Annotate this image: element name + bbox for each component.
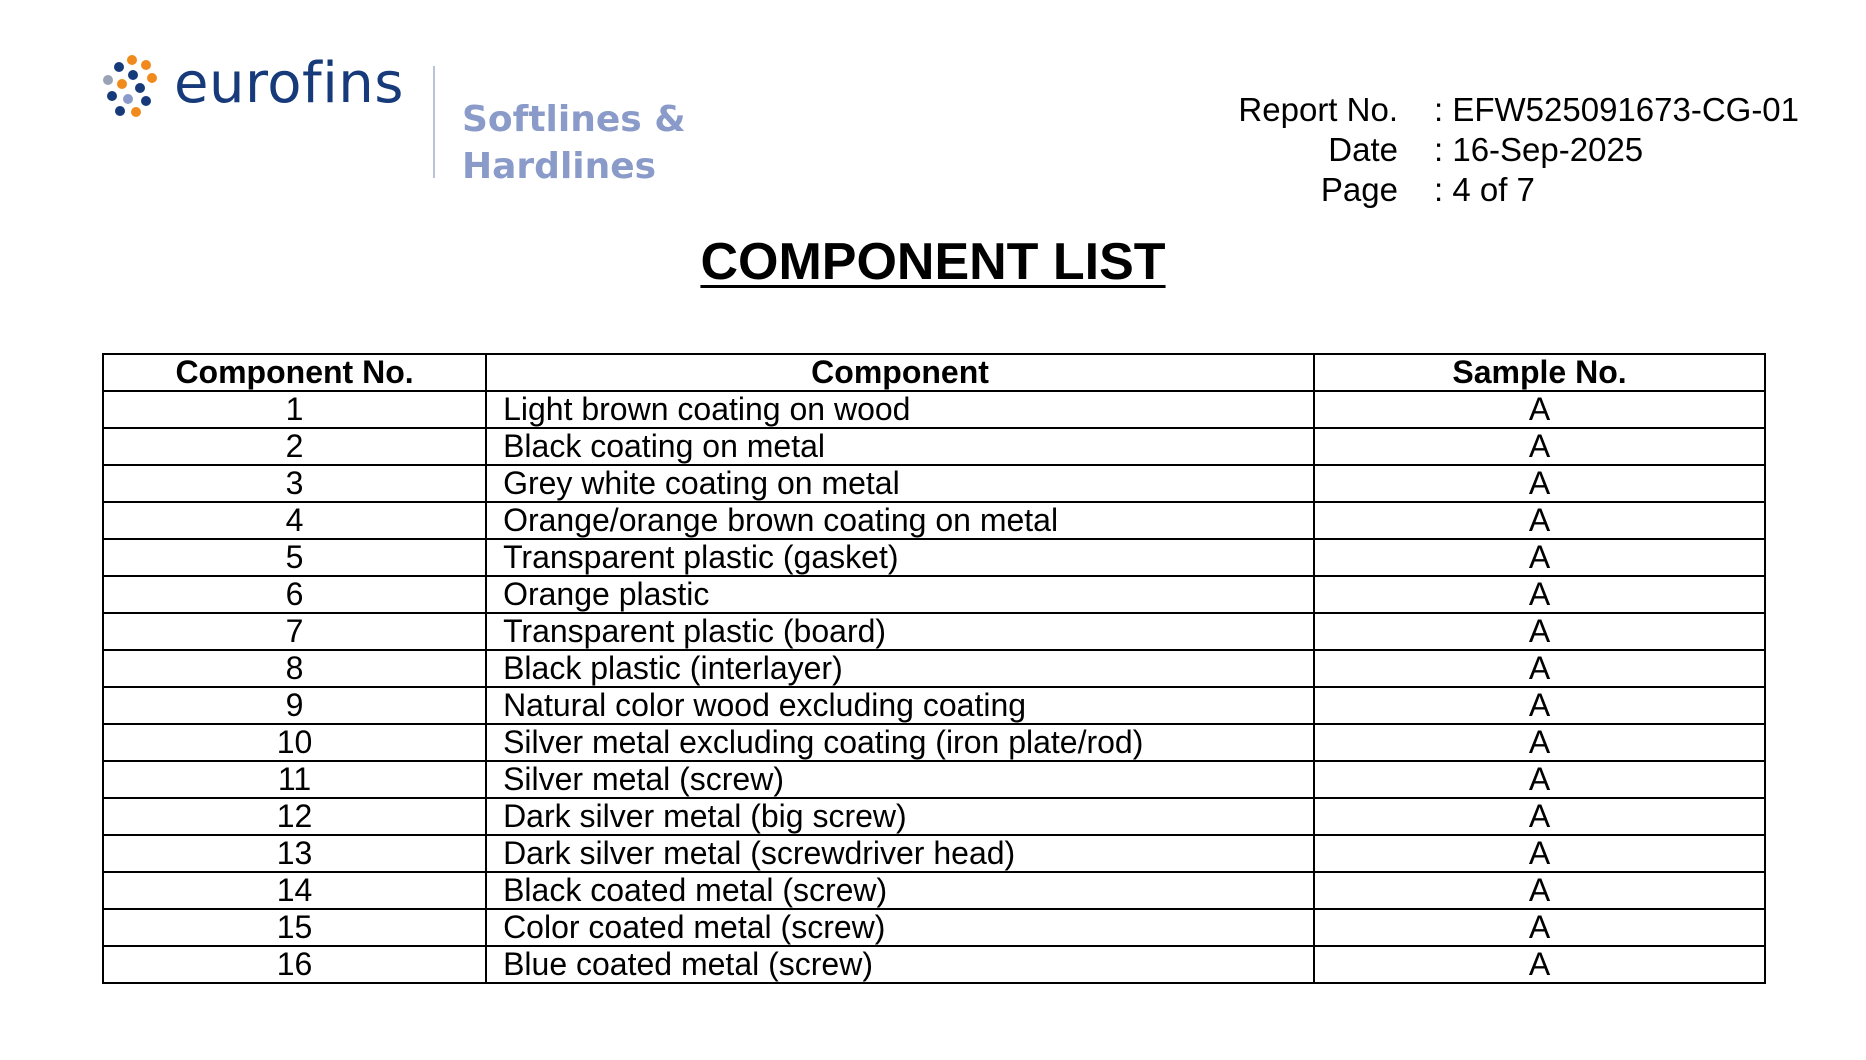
component-no-cell: 2 bbox=[103, 428, 486, 465]
component-no-cell: 1 bbox=[103, 391, 486, 428]
table-row bbox=[103, 724, 1765, 761]
component-no-cell: 6 bbox=[103, 576, 486, 613]
header-sample-no: Sample No. bbox=[1314, 354, 1765, 391]
table-header-row bbox=[103, 354, 1765, 391]
component-cell: Dark silver metal (big screw) bbox=[486, 798, 1314, 835]
sample-no-cell: A bbox=[1314, 576, 1765, 613]
sample-no-cell: A bbox=[1314, 539, 1765, 576]
table-row bbox=[103, 391, 1765, 428]
table-row bbox=[103, 946, 1765, 983]
component-no-cell: 8 bbox=[103, 650, 486, 687]
component-no-cell: 3 bbox=[103, 465, 486, 502]
report-meta bbox=[1180, 90, 1799, 210]
sample-no-cell: A bbox=[1314, 724, 1765, 761]
component-cell: Orange/orange brown coating on metal bbox=[486, 502, 1314, 539]
component-no-cell: 14 bbox=[103, 872, 486, 909]
date-value: : 16-Sep-2025 bbox=[1434, 131, 1644, 168]
division-line-2: Hardlines bbox=[462, 146, 657, 187]
report-no-row bbox=[1180, 90, 1799, 130]
component-no-cell: 13 bbox=[103, 835, 486, 872]
sample-no-cell: A bbox=[1314, 502, 1765, 539]
sample-no-cell: A bbox=[1314, 613, 1765, 650]
table-row bbox=[103, 465, 1765, 502]
component-no-cell: 16 bbox=[103, 946, 486, 983]
component-cell: Transparent plastic (gasket) bbox=[486, 539, 1314, 576]
table-row bbox=[103, 761, 1765, 798]
component-cell: Color coated metal (screw) bbox=[486, 909, 1314, 946]
table-row bbox=[103, 835, 1765, 872]
sample-no-cell: A bbox=[1314, 428, 1765, 465]
division-line-1: Softlines & bbox=[462, 99, 686, 140]
table-row bbox=[103, 909, 1765, 946]
table-row bbox=[103, 650, 1765, 687]
component-cell: Black plastic (interlayer) bbox=[486, 650, 1314, 687]
table-row bbox=[103, 428, 1765, 465]
report-no-colon bbox=[1398, 90, 1434, 130]
component-cell: Blue coated metal (screw) bbox=[486, 946, 1314, 983]
sample-no-cell: A bbox=[1314, 798, 1765, 835]
table-row bbox=[103, 502, 1765, 539]
sample-no-cell: A bbox=[1314, 465, 1765, 502]
page-row bbox=[1180, 170, 1799, 210]
eurofins-logo bbox=[100, 52, 404, 118]
component-cell: Black coating on metal bbox=[486, 428, 1314, 465]
sample-no-cell: A bbox=[1314, 872, 1765, 909]
component-cell: Transparent plastic (board) bbox=[486, 613, 1314, 650]
division-name bbox=[462, 96, 686, 190]
component-no-cell: 11 bbox=[103, 761, 486, 798]
table-row bbox=[103, 576, 1765, 613]
component-cell: Silver metal excluding coating (iron plate/rod) bbox=[486, 724, 1314, 761]
component-cell: Grey white coating on metal bbox=[486, 465, 1314, 502]
date-row bbox=[1180, 130, 1799, 170]
component-no-cell: 7 bbox=[103, 613, 486, 650]
page-title-text: COMPONENT LIST bbox=[700, 233, 1166, 291]
report-no-value: : EFW525091673-CG-01 bbox=[1434, 91, 1800, 128]
page-label: Page bbox=[1320, 171, 1398, 208]
table-row bbox=[103, 872, 1765, 909]
page-value: : 4 of 7 bbox=[1434, 171, 1535, 208]
table-row bbox=[103, 613, 1765, 650]
table-row bbox=[103, 798, 1765, 835]
header-component: Component bbox=[486, 354, 1314, 391]
table-row bbox=[103, 539, 1765, 576]
table-row bbox=[103, 687, 1765, 724]
header-component-no: Component No. bbox=[103, 354, 486, 391]
component-cell: Light brown coating on wood bbox=[486, 391, 1314, 428]
component-cell: Silver metal (screw) bbox=[486, 761, 1314, 798]
date-colon bbox=[1398, 130, 1434, 170]
component-no-cell: 12 bbox=[103, 798, 486, 835]
component-no-cell: 9 bbox=[103, 687, 486, 724]
sample-no-cell: A bbox=[1314, 835, 1765, 872]
component-no-cell: 10 bbox=[103, 724, 486, 761]
report-no-label: Report No. bbox=[1238, 91, 1398, 128]
sample-no-cell: A bbox=[1314, 946, 1765, 983]
component-no-cell: 4 bbox=[103, 502, 486, 539]
brand-name: eurofins bbox=[174, 51, 404, 116]
page-title bbox=[0, 232, 1866, 292]
component-no-cell: 15 bbox=[103, 909, 486, 946]
page-colon bbox=[1398, 170, 1434, 210]
eurofins-dots-icon bbox=[100, 54, 164, 118]
logo-divider bbox=[433, 66, 435, 178]
component-no-cell: 5 bbox=[103, 539, 486, 576]
component-table bbox=[102, 353, 1766, 984]
date-label: Date bbox=[1328, 131, 1398, 168]
component-cell: Dark silver metal (screwdriver head) bbox=[486, 835, 1314, 872]
sample-no-cell: A bbox=[1314, 909, 1765, 946]
sample-no-cell: A bbox=[1314, 761, 1765, 798]
component-cell: Orange plastic bbox=[486, 576, 1314, 613]
component-cell: Black coated metal (screw) bbox=[486, 872, 1314, 909]
sample-no-cell: A bbox=[1314, 687, 1765, 724]
sample-no-cell: A bbox=[1314, 650, 1765, 687]
sample-no-cell: A bbox=[1314, 391, 1765, 428]
component-cell: Natural color wood excluding coating bbox=[486, 687, 1314, 724]
